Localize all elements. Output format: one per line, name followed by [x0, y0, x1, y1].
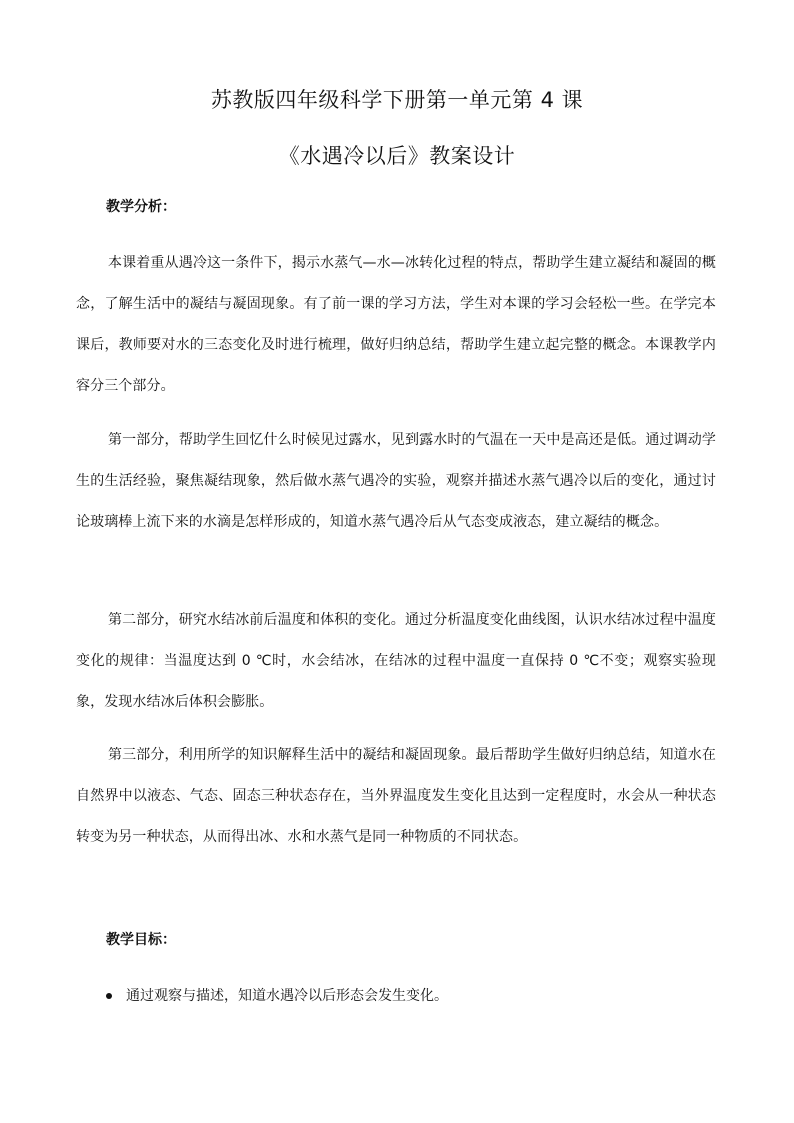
document-title: 苏教版四年级科学下册第一单元第 4 课: [210, 88, 584, 112]
document-subtitle: 《水遇冷以后》教案设计: [278, 144, 516, 168]
section-heading-analysis: 教学分析：: [106, 199, 176, 215]
analysis-paragraph-1: 本课着重从遇冷这一条件下，揭示水蒸气—水—冰转化过程的特点，帮助学生建立凝结和凝固的概念，了解生活中的凝结与凝固现象。有了前一课的学习方法，学生对本课的学习会轻松一些。在学完本课后，教师要对水的三态变化及时进行梳理，做好归纳总结，帮助学生建立起完整的概念。本课教学内容分三个部分。: [76, 255, 716, 394]
bullet-icon: [106, 993, 112, 999]
analysis-paragraph-2: 第一部分，帮助学生回忆什么时候见过露水，见到露水时的气温在一天中是高还是低。通过调动学生的生活经验，聚焦凝结现象，然后做水蒸气遇冷的实验，观察并描述水蒸气遇冷以后的变化，通过讨论玻璃棒上流下来的水滴是怎样形成的，知道水蒸气遇冷后从气态变成液态，建立凝结的概念。: [76, 432, 716, 530]
list-item: [106, 982, 448, 1010]
analysis-paragraph-3: 第二部分，研究水结冰前后温度和体积的变化。通过分析温度变化曲线图，认识水结冰过程中温度变化的规律：当温度达到 0 ℃时，水会结冰，在结冰的过程中温度一直保持 0 ℃不变；观察实验现象，发现水结冰后体积会膨胀。: [76, 612, 716, 710]
analysis-paragraph-4: 第三部分，利用所学的知识解释生活中的凝结和凝固现象。最后帮助学生做好归纳总结，知道水在自然界中以液态、气态、固态三种状态存在，当外界温度发生变化且达到一定程度时，水会从一种状态转变为另一种状态，从而得出冰、水和水蒸气是同一种物质的不同状态。: [76, 747, 716, 845]
goal-item-text: 通过观察与描述，知道水遇冷以后形态会发生变化。: [126, 988, 448, 1004]
section-heading-goals: 教学目标：: [106, 932, 176, 948]
